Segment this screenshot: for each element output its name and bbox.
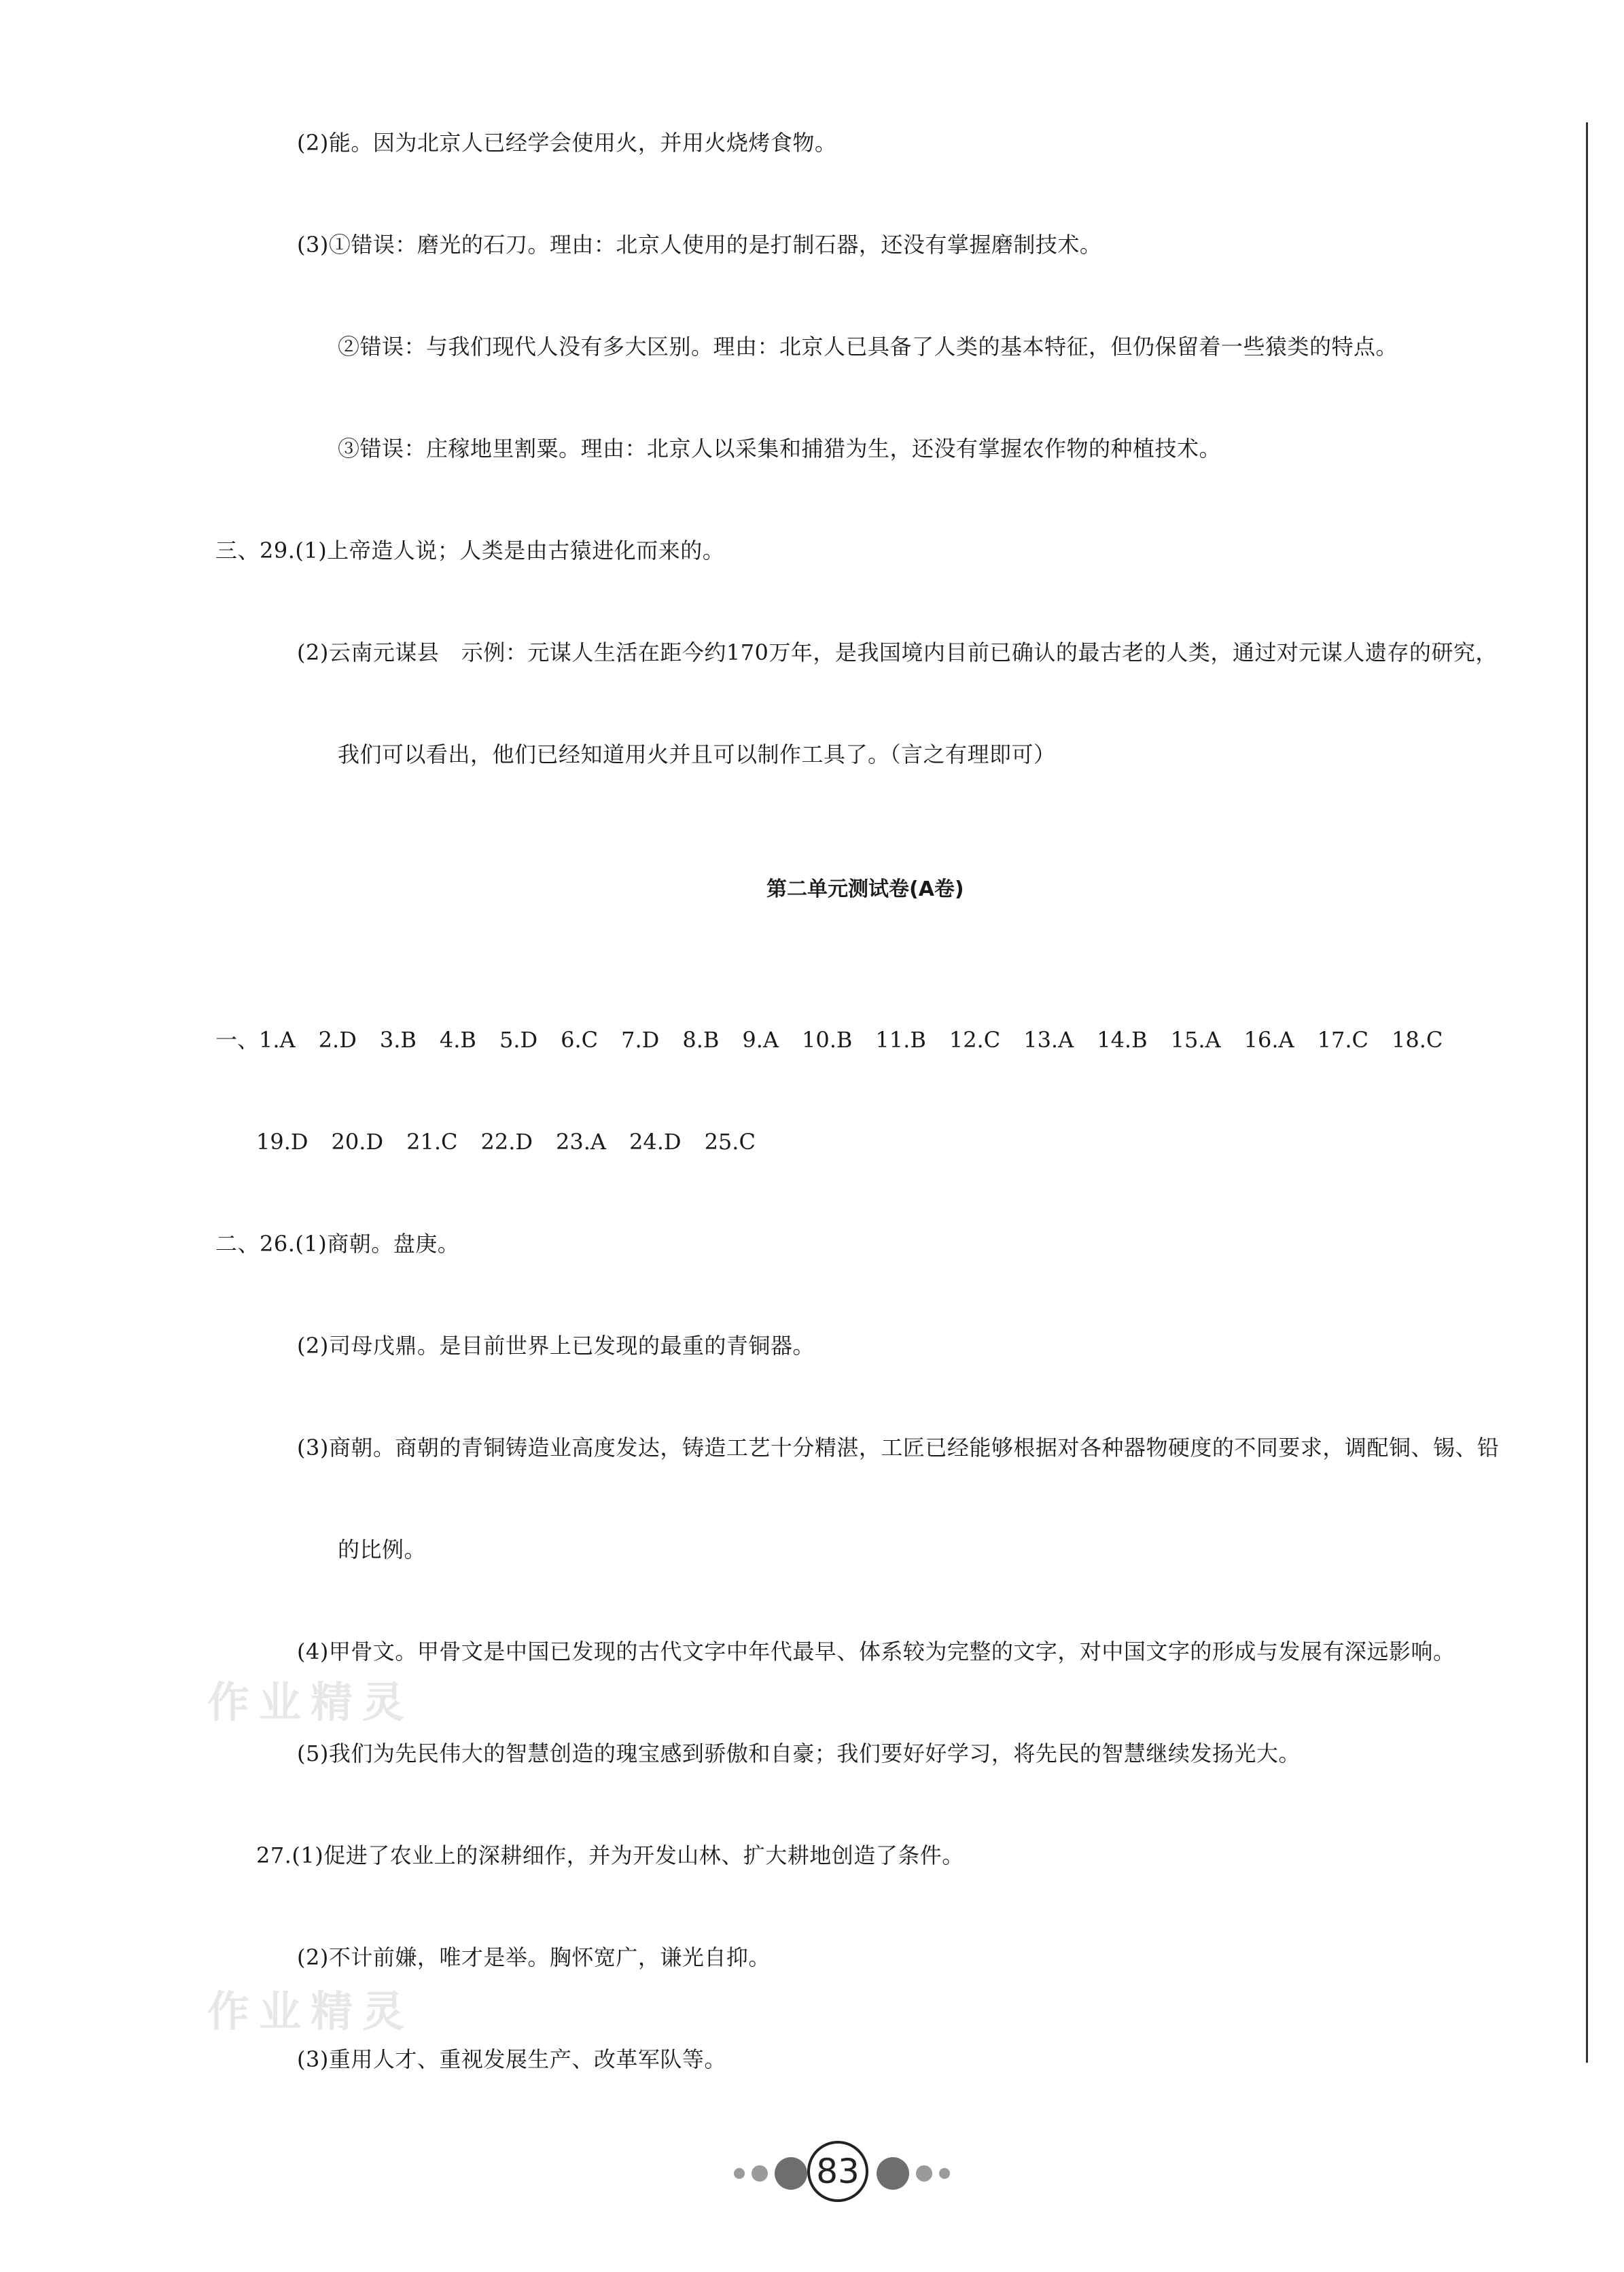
choice-answer: 11.B: [875, 1027, 926, 1053]
margin-rule: [1586, 122, 1588, 2063]
choice-answer: 7.D: [621, 1027, 660, 1053]
decor-dot-icon: [752, 2165, 768, 2182]
decor-dot-icon: [877, 2157, 909, 2190]
answer-line-14: 27.(1)促进了农业上的深耕细作，并为开发山林、扩大耕地创造了条件。: [256, 1842, 964, 1868]
choice-answer: 12.C: [949, 1027, 1001, 1053]
answer-line-5: 三、29.(1)上帝造人说；人类是由古猿进化而来的。: [215, 538, 725, 563]
choice-answer: 6.C: [561, 1027, 599, 1053]
answer-line-8: 二、26.(1)商朝。盘庚。: [215, 1231, 460, 1257]
answer-line-3: ②错误：与我们现代人没有多大区别。理由：北京人已具备了人类的基本特征，但仍保留着一些猿类的特点。: [338, 334, 1398, 360]
decor-dot-icon: [939, 2168, 950, 2179]
answer-line-7: 我们可以看出，他们已经知道用火并且可以制作工具了。（言之有理即可）: [338, 741, 1056, 767]
choice-answer: 5.D: [499, 1027, 538, 1053]
choice-answers-row-1: [215, 1025, 1466, 1055]
choice-answers-prefix: 一、: [215, 1027, 260, 1053]
choice-answer: 15.A: [1170, 1027, 1221, 1053]
choice-answer: 10.B: [802, 1027, 853, 1053]
page-footer: [0, 2134, 1624, 2209]
choice-answer: 8.B: [682, 1027, 720, 1053]
answer-line-9: (2)司母戊鼎。是目前世界上已发现的最重的青铜器。: [297, 1333, 815, 1359]
choice-answer: 1.A: [259, 1027, 296, 1053]
answer-line-2: (3)①错误：磨光的石刀。理由：北京人使用的是打制石器，还没有掌握磨制技术。: [297, 232, 1102, 258]
decor-dot-icon: [734, 2168, 745, 2179]
answer-line-11: 的比例。: [338, 1537, 427, 1562]
answer-line-1: (2)能。因为北京人已经学会使用火，并用火烧烤食物。: [297, 130, 837, 156]
decor-dot-icon: [775, 2157, 807, 2190]
decor-dot-icon: [916, 2165, 932, 2182]
choice-answer: 21.C: [406, 1129, 458, 1155]
answer-line-10: (3)商朝。商朝的青铜铸造业高度发达，铸造工艺十分精湛，工匠已经能够根据对各种器物硬度的不同要求，调配铜、锡、铅: [297, 1435, 1500, 1461]
choice-answer: 25.C: [704, 1129, 756, 1155]
choice-answer: 19.D: [256, 1129, 308, 1155]
answer-line-12: (4)甲骨文。甲骨文是中国已发现的古代文字中年代最早、体系较为完整的文字，对中国文字的形成与发展有深远影响。: [297, 1639, 1455, 1664]
choice-answer: 18.C: [1391, 1027, 1443, 1053]
choice-answer: 17.C: [1317, 1027, 1369, 1053]
answer-line-15: (2)不计前嫌，唯才是举。胸怀宽广，谦光自抑。: [297, 1944, 771, 1970]
choice-answer: 22.D: [480, 1129, 533, 1155]
watermark: 作业精灵: [207, 1677, 414, 1727]
answer-line-16: (3)重用人才、重视发展生产、改革军队等。: [297, 2046, 726, 2072]
choice-answer: 14.B: [1097, 1027, 1148, 1053]
answer-line-13: (5)我们为先民伟大的智慧创造的瑰宝感到骄傲和自豪；我们要好好学习，将先民的智慧继续发扬光大。: [297, 1741, 1301, 1766]
choice-answer: 9.A: [742, 1027, 779, 1053]
choice-answer: 23.A: [556, 1129, 607, 1155]
choice-answer: 13.A: [1023, 1027, 1074, 1053]
choice-answer: 16.A: [1243, 1027, 1294, 1053]
section-title: 第二单元测试卷(A卷): [766, 877, 964, 901]
choice-answer: 20.D: [331, 1129, 384, 1155]
watermark: 作业精灵: [207, 1987, 414, 2036]
answer-line-6: (2)云南元谋县 示例：元谋人生活在距今约170万年，是我国境内目前已确认的最古老的人类，通过对元谋人遗存的研究，: [297, 640, 1498, 665]
page-number: 83: [807, 2141, 868, 2202]
choice-answer: 2.D: [318, 1027, 357, 1053]
choice-answer: 24.D: [629, 1129, 682, 1155]
choice-answer: 3.B: [379, 1027, 417, 1053]
choice-answer: 4.B: [439, 1027, 476, 1053]
answer-line-4: ③错误：庄稼地里割粟。理由：北京人以采集和捕猎为生，还没有掌握农作物的种植技术。: [338, 436, 1222, 461]
choice-answers-row-2: [256, 1127, 779, 1157]
